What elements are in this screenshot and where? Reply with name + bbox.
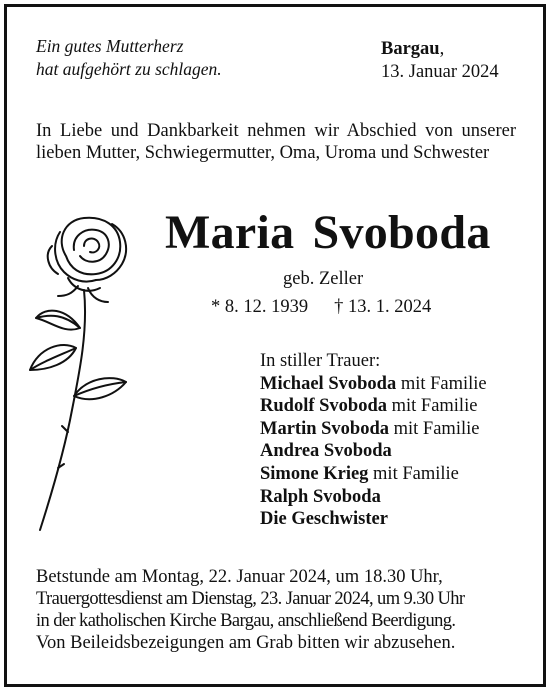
motto xyxy=(36,35,222,81)
date: 13. Januar 2024 xyxy=(381,62,499,82)
mourner-name: Rudolf Svoboda xyxy=(260,396,387,417)
mourner-row xyxy=(260,418,487,441)
service-info xyxy=(36,566,516,654)
rose-leaf xyxy=(36,311,80,330)
mourners-heading: In stiller Trauer: xyxy=(260,351,381,371)
death-date: † 13. 1. 2024 xyxy=(334,297,432,317)
mourner-row xyxy=(260,373,487,396)
mourner-suffix: mit Familie xyxy=(389,418,480,439)
mourner-name: Simone Krieg xyxy=(260,463,369,484)
last-name: Svoboda xyxy=(312,206,491,259)
service-line: Betstunde am Montag, 22. Januar 2024, um 18.30 Uhr, xyxy=(36,567,443,587)
rose-illustration xyxy=(22,210,140,540)
place-comma: , xyxy=(439,39,445,59)
rose-leaf xyxy=(74,378,126,399)
service-line: in der katholischen Kirche Bargau, anschließend Beerdigung. xyxy=(36,611,456,631)
motto-line: hat aufgehört zu schlagen. xyxy=(36,59,222,79)
mourner-name: Michael Svoboda xyxy=(260,373,397,394)
rose-petal xyxy=(84,239,99,253)
life-dates xyxy=(211,296,431,318)
service-line: Von Beileidsbezeigungen am Grab bitten wir abzusehen. xyxy=(36,633,456,653)
deceased-name xyxy=(165,205,491,261)
place-date xyxy=(381,38,499,84)
rose-petal xyxy=(74,230,109,262)
mourner-suffix: mit Familie xyxy=(396,373,487,394)
birth-date: * 8. 12. 1939 xyxy=(211,297,309,317)
mourners-block xyxy=(260,350,487,531)
rose-petal xyxy=(62,218,121,275)
mourner-name: Die Geschwister xyxy=(260,509,388,530)
intro-text: In Liebe und Dankbarkeit nehmen wir Abschied von unserer lieben Mutter, Schwiegermutter, Oma, Uroma und Schwester xyxy=(36,121,516,163)
service-line: Trauergottesdienst am Dienstag, 23. Januar 2024, um 9.30 Uhr xyxy=(36,589,465,609)
maiden-name: geb. Zeller xyxy=(283,269,364,289)
mourner-name: Ralph Svoboda xyxy=(260,486,381,507)
mourner-row xyxy=(260,463,487,486)
mourner-name: Andrea Svoboda xyxy=(260,441,392,462)
mourner-suffix: mit Familie xyxy=(368,463,459,484)
mourner-row xyxy=(260,440,487,463)
mourner-name: Martin Svoboda xyxy=(260,418,390,439)
mourner-row xyxy=(260,486,487,509)
place: Bargau xyxy=(381,39,440,59)
motto-line: Ein gutes Mutterherz xyxy=(36,36,184,56)
first-name: Maria xyxy=(165,206,295,259)
mourner-row xyxy=(260,508,487,531)
mourner-row xyxy=(260,395,487,418)
mourner-suffix: mit Familie xyxy=(386,396,478,417)
